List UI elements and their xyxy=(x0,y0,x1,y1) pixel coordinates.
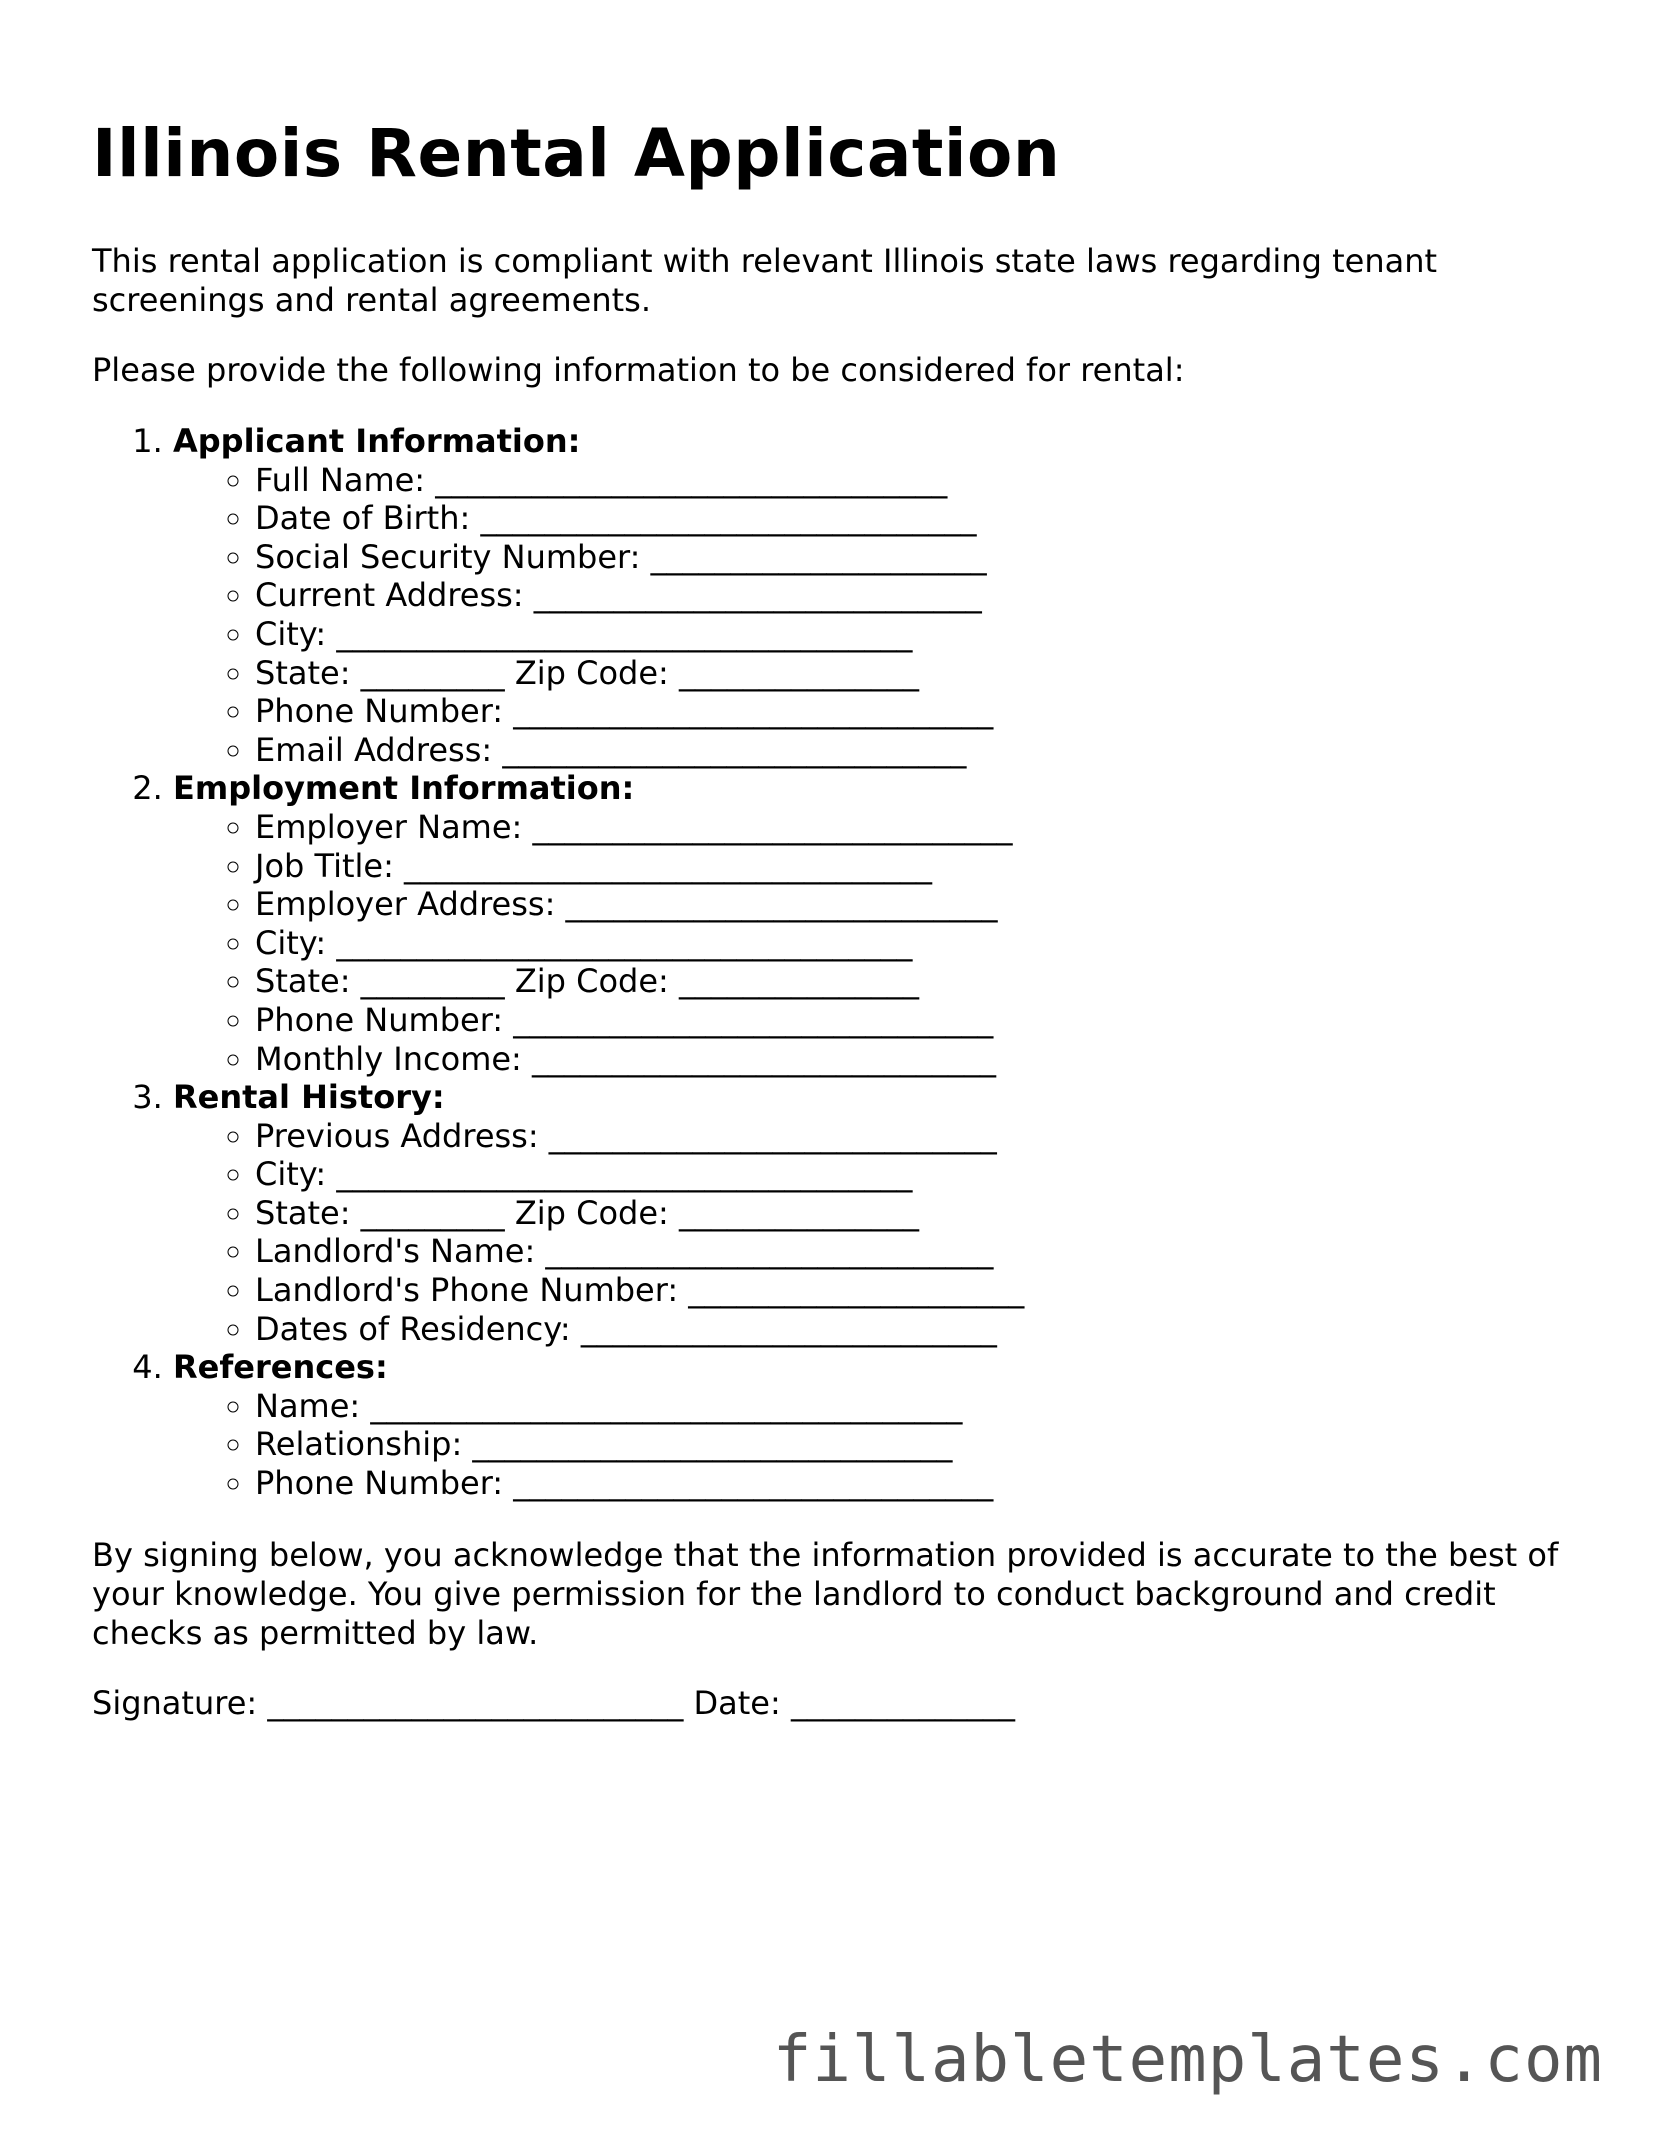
signature-date-line[interactable]: Signature: __________________________ Date: ______________ xyxy=(92,1683,1015,1722)
date-of-birth-field[interactable]: ◦ Date of Birth: _______________________________ xyxy=(255,499,1592,538)
phone-number-field[interactable]: ◦ Phone Number: ______________________________ xyxy=(255,692,1592,731)
intro-paragraph: This rental application is compliant with relevant Illinois state laws regarding tenant screenings and rental agreements. xyxy=(92,242,1438,319)
employer-name-field[interactable]: ◦ Employer Name: ______________________________ xyxy=(255,808,1592,847)
section-references xyxy=(173,1348,1592,1502)
state-zip-field[interactable]: ◦ State: _________ Zip Code: _______________ xyxy=(255,654,1592,693)
section-rental-history xyxy=(173,1078,1592,1348)
state-zip-field[interactable]: ◦ State: _________ Zip Code: _______________ xyxy=(255,1194,1592,1233)
phone-number-field[interactable]: ◦ Phone Number: ______________________________ xyxy=(255,1001,1592,1040)
monthly-income-field[interactable]: ◦ Monthly Income: _____________________________ xyxy=(255,1040,1592,1079)
instructions-paragraph: Please provide the following information to be considered for rental: xyxy=(92,351,1185,389)
field-list xyxy=(173,1387,1592,1503)
section-title: References: xyxy=(173,1348,388,1387)
section-title: Rental History: xyxy=(173,1078,445,1117)
previous-address-field[interactable]: ◦ Previous Address: ____________________________ xyxy=(255,1117,1592,1156)
section-title: Employment Information: xyxy=(173,769,635,808)
application-sections xyxy=(92,422,1592,1503)
document-title: Illinois Rental Application xyxy=(92,115,1061,192)
current-address-field[interactable]: ◦ Current Address: ____________________________ xyxy=(255,576,1592,615)
field-list xyxy=(173,1117,1592,1349)
dates-of-residency-field[interactable]: ◦ Dates of Residency: __________________________ xyxy=(255,1310,1592,1349)
watermark-text: fillabletemplates.com xyxy=(772,2023,1603,2097)
full-name-field[interactable]: ◦ Full Name: ________________________________ xyxy=(255,461,1592,500)
state-zip-field[interactable]: ◦ State: _________ Zip Code: _______________ xyxy=(255,962,1592,1001)
email-address-field[interactable]: ◦ Email Address: _____________________________ xyxy=(255,731,1592,770)
acknowledgement-paragraph: By signing below, you acknowledge that the information provided is accurate to the best of your knowledge. You give permission for the landlord to conduct background and credit checks as permitted by law. xyxy=(92,1535,1559,1652)
landlord-phone-field[interactable]: ◦ Landlord's Phone Number: _____________________ xyxy=(255,1271,1592,1310)
city-field[interactable]: ◦ City: ____________________________________ xyxy=(255,1155,1592,1194)
city-field[interactable]: ◦ City: ____________________________________ xyxy=(255,615,1592,654)
ssn-field[interactable]: ◦ Social Security Number: _____________________ xyxy=(255,538,1592,577)
document-page xyxy=(92,110,1592,1723)
relationship-field[interactable]: ◦ Relationship: ______________________________ xyxy=(255,1425,1592,1464)
reference-name-field[interactable]: ◦ Name: _____________________________________ xyxy=(255,1387,1592,1426)
section-employment-information xyxy=(173,769,1592,1078)
city-field[interactable]: ◦ City: ____________________________________ xyxy=(255,924,1592,963)
job-title-field[interactable]: ◦ Job Title: _________________________________ xyxy=(255,847,1592,886)
section-applicant-information xyxy=(173,422,1592,769)
employer-address-field[interactable]: ◦ Employer Address: ___________________________ xyxy=(255,885,1592,924)
reference-phone-field[interactable]: ◦ Phone Number: ______________________________ xyxy=(255,1464,1592,1503)
landlord-name-field[interactable]: ◦ Landlord's Name: ____________________________ xyxy=(255,1232,1592,1271)
field-list xyxy=(173,461,1592,770)
field-list xyxy=(173,808,1592,1078)
section-title: Applicant Information: xyxy=(173,422,581,460)
